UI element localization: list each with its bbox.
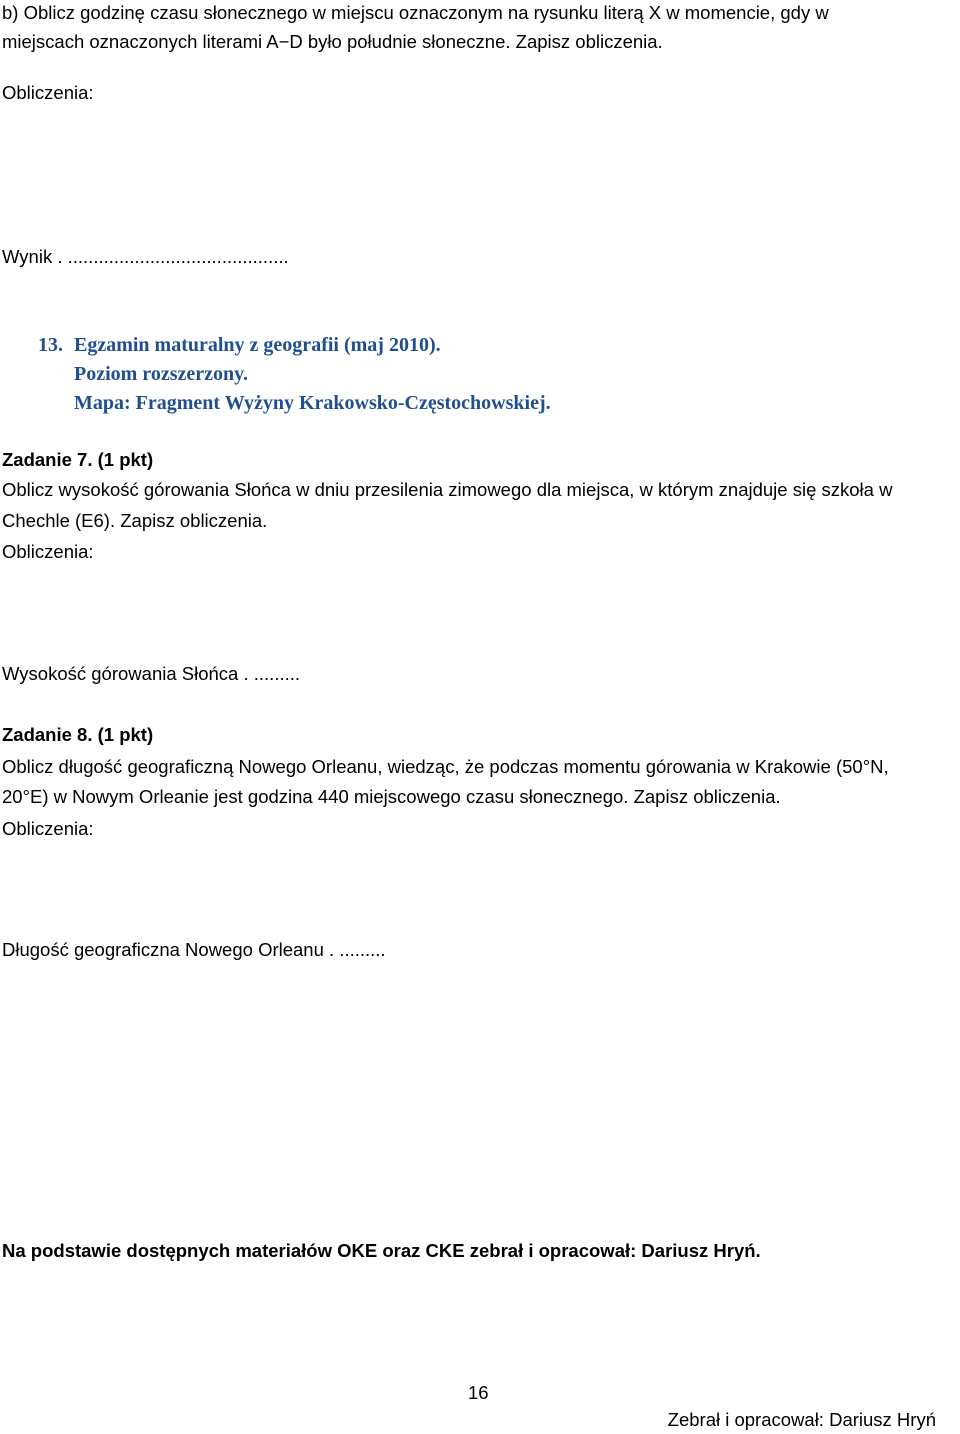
task-7-title: Zadanie 7. (1 pkt) <box>2 449 154 470</box>
section-b-result-label: Wynik . ........................................... <box>2 246 289 267</box>
exam-heading <box>38 333 551 420</box>
exam-heading-map: Mapa: Fragment Wyżyny Krakowsko-Częstochowskiej. <box>74 392 551 414</box>
source-note: Na podstawie dostępnych materiałów OKE oraz CKE zebrał i opracował: Dariusz Hryń. <box>2 1240 761 1261</box>
section-b-question-line-2: miejscach oznaczonych literami A−D było południe słoneczne. Zapisz obliczenia. <box>2 31 663 52</box>
task-8-calc-label: Obliczenia: <box>2 818 94 839</box>
task-8-text-line-1: Oblicz długość geograficzną Nowego Orleanu, wiedząc, że podczas momentu górowania w Krakowie (50°N, <box>2 756 889 777</box>
page-number: 16 <box>468 1382 489 1403</box>
task-8-text-line-2: 20°E) w Nowym Orleanie jest godzina 440 miejscowego czasu słonecznego. Zapisz obliczenia. <box>2 786 781 807</box>
section-b-question-line-1: b) Oblicz godzinę czasu słonecznego w miejscu oznaczonym na rysunku literą X w momencie, gdy w <box>2 2 829 23</box>
exam-heading-title: Egzamin maturalny z geografii (maj 2010). <box>74 334 441 356</box>
task-7-calc-label: Obliczenia: <box>2 541 94 562</box>
task-7-text-line-2: Chechle (E6). Zapisz obliczenia. <box>2 510 268 531</box>
task-7-text-line-1: Oblicz wysokość górowania Słońca w dniu przesilenia zimowego dla miejsca, w którym znajduje się szkoła w <box>2 479 893 500</box>
task-8-answer-label: Długość geograficzna Nowego Orleanu . ......... <box>2 939 386 960</box>
exam-heading-number: 13. <box>38 334 63 356</box>
footer-credit: Zebrał i opracował: Dariusz Hryń <box>667 1409 936 1430</box>
exam-heading-level: Poziom rozszerzony. <box>74 363 249 385</box>
task-7-answer-label: Wysokość górowania Słońca . ......... <box>2 663 301 684</box>
section-b-calc-label: Obliczenia: <box>2 82 94 103</box>
task-8-title: Zadanie 8. (1 pkt) <box>2 724 154 745</box>
